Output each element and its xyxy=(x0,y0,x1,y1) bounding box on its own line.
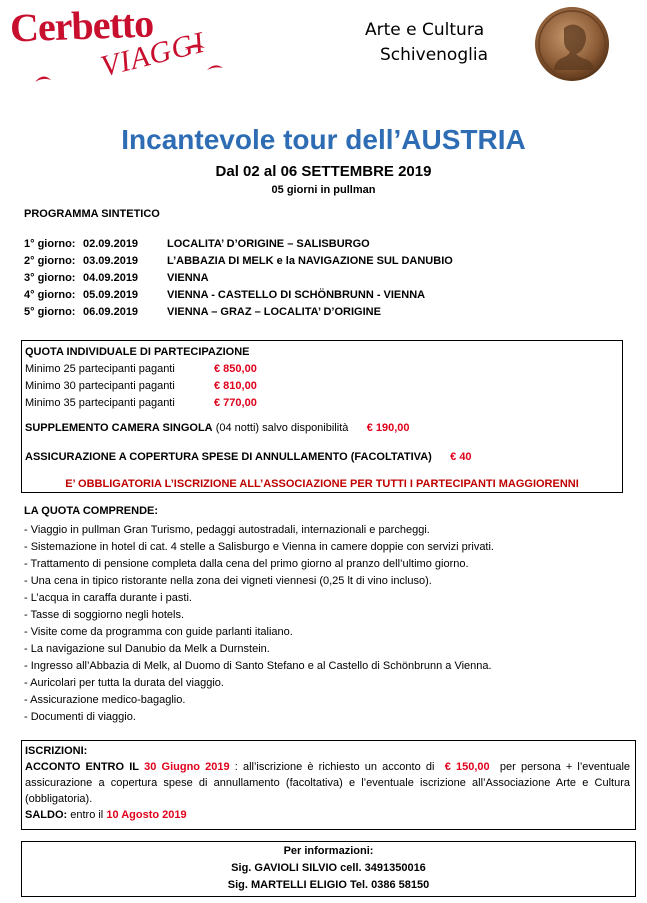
day-number: 4° giorno: xyxy=(24,289,76,301)
supplement-label: SUPPLEMENTO CAMERA SINGOLA xyxy=(25,422,213,434)
list-item: - Ingresso all’Abbazia di Melk, al Duomo di Santo Stefano e al Castello di Schönbrunn a Vienna. xyxy=(24,660,492,672)
pricing-heading: QUOTA INDIVIDUALE DI PARTECIPAZIONE xyxy=(25,346,250,358)
day-number: 3° giorno: xyxy=(24,272,76,284)
insurance-price: € 40 xyxy=(450,451,472,463)
price-value: € 770,00 xyxy=(214,397,257,409)
list-item: - Auricolari per tutta la durata del viaggio. xyxy=(24,677,224,689)
list-item: - Tasse di soggiorno negli hotels. xyxy=(24,609,185,621)
price-row xyxy=(25,361,257,378)
tour-dates: Dal 02 al 06 SETTEMBRE 2019 xyxy=(215,163,432,180)
program-day xyxy=(24,253,453,270)
mandatory-membership-note: E’ OBBLIGATORIA L’ISCRIZIONE ALL’ASSOCIAZIONE PER TUTTI I PARTECIPANTI MAGGIORENNI xyxy=(65,478,579,490)
day-date: 03.09.2019 xyxy=(83,255,139,267)
association-name: Arte e Cultura xyxy=(365,20,485,40)
price-label: Minimo 35 partecipanti paganti xyxy=(25,397,175,409)
deposit-amount: € 150,00 xyxy=(444,761,490,773)
price-row xyxy=(25,378,257,395)
balance-text: entro il xyxy=(70,809,104,821)
program-day xyxy=(24,287,453,304)
includes-list xyxy=(24,522,494,726)
program-day xyxy=(24,304,453,321)
registration-text xyxy=(25,743,630,823)
supplement-price: € 190,00 xyxy=(366,422,410,434)
list-item: - Viaggio in pullman Gran Turismo, pedaggi autostradali, internazionali e parcheggi. xyxy=(24,524,430,536)
day-date: 02.09.2019 xyxy=(83,238,139,250)
list-item: - Documenti di viaggio. xyxy=(24,711,136,723)
single-room-supplement xyxy=(25,422,410,434)
price-value: € 810,00 xyxy=(214,380,257,392)
balance-label: SALDO: xyxy=(25,809,68,821)
contact-line: Sig. GAVIOLI SILVIO cell. 3491350016 xyxy=(231,862,426,874)
list-item: - Una cena in tipico ristorante nella zona dei vigneti viennesi (0,25 lt di vino incluso). xyxy=(24,575,432,587)
price-value: € 850,00 xyxy=(214,363,257,375)
contact-line: Sig. MARTELLI ELIGIO Tel. 0386 58150 xyxy=(227,879,430,891)
price-label: Minimo 25 partecipanti paganti xyxy=(25,363,175,375)
page-title: Incantevole tour dell’AUSTRIA xyxy=(121,124,526,155)
list-item: - Visite come da programma con guide parlanti italiano. xyxy=(24,626,293,638)
deposit-label: ACCONTO ENTRO IL xyxy=(25,761,139,773)
day-desc: LOCALITA’ D’ORIGINE – SALISBURGO xyxy=(167,238,370,250)
day-date: 04.09.2019 xyxy=(83,272,139,284)
program-list xyxy=(24,236,453,321)
tour-duration: 05 giorni in pullman xyxy=(271,184,376,196)
list-item: - Trattamento di pensione completa dalla cena del primo giorno al pranzo dell’ultimo giorno. xyxy=(24,558,469,570)
contact-heading: Per informazioni: xyxy=(283,845,374,857)
day-date: 05.09.2019 xyxy=(83,289,139,301)
day-date: 06.09.2019 xyxy=(83,306,139,318)
deposit-date: 30 Giugno 2019 xyxy=(144,761,230,773)
includes-heading: LA QUOTA COMPRENDE: xyxy=(24,505,159,517)
deposit-text-cont: per persona + l’eventuale assicurazione a copertura spese di annullamento (facoltativa) e l’eventuale iscrizione all’Associazione Arte e Cultura (obbligatoria). xyxy=(25,761,631,805)
balance-line xyxy=(25,807,630,823)
price-row xyxy=(25,395,257,412)
list-item: - Assicurazione medico-bagaglio. xyxy=(24,694,186,706)
program-day xyxy=(24,236,453,253)
day-number: 5° giorno: xyxy=(24,306,76,318)
portrait-medal-icon xyxy=(534,6,610,82)
day-desc: VIENNA – GRAZ – LOCALITA’ D’ORIGINE xyxy=(167,306,381,318)
program-day xyxy=(24,270,453,287)
brand-logo-name: Cerbetto xyxy=(9,0,154,51)
day-desc: L’ABBAZIA DI MELK e la NAVIGAZIONE SUL DANUBIO xyxy=(167,255,453,267)
deposit-text: : all’iscrizione è richiesto un acconto di xyxy=(234,761,435,773)
list-item: - La navigazione sul Danubio da Melk a Durnstein. xyxy=(24,643,270,655)
day-desc: VIENNA xyxy=(167,272,209,284)
balance-date: 10 Agosto 2019 xyxy=(106,809,187,821)
contact-info xyxy=(21,843,636,894)
insurance-label: ASSICURAZIONE A COPERTURA SPESE DI ANNULLAMENTO (FACOLTATIVA) xyxy=(25,451,432,463)
program-heading: PROGRAMMA SINTETICO xyxy=(24,208,160,220)
day-number: 1° giorno: xyxy=(24,238,76,250)
day-desc: VIENNA - CASTELLO DI SCHÖNBRUNN - VIENNA xyxy=(167,289,426,301)
pricing-list xyxy=(25,344,257,412)
list-item: - Sistemazione in hotel di cat. 4 stelle a Salisburgo e Vienna in camere doppie con servizi privati. xyxy=(24,541,494,553)
supplement-note: (04 notti) salvo disponibilità xyxy=(215,422,349,434)
price-label: Minimo 30 partecipanti paganti xyxy=(25,380,175,392)
deposit-paragraph xyxy=(25,759,630,807)
cancellation-insurance xyxy=(25,451,472,463)
registration-heading: ISCRIZIONI: xyxy=(25,745,88,757)
brand-logo-sub: VIAGGI xyxy=(97,25,209,84)
association-town: Schivenoglia xyxy=(380,45,488,65)
list-item: - L’acqua in caraffa durante i pasti. xyxy=(24,592,192,604)
day-number: 2° giorno: xyxy=(24,255,76,267)
